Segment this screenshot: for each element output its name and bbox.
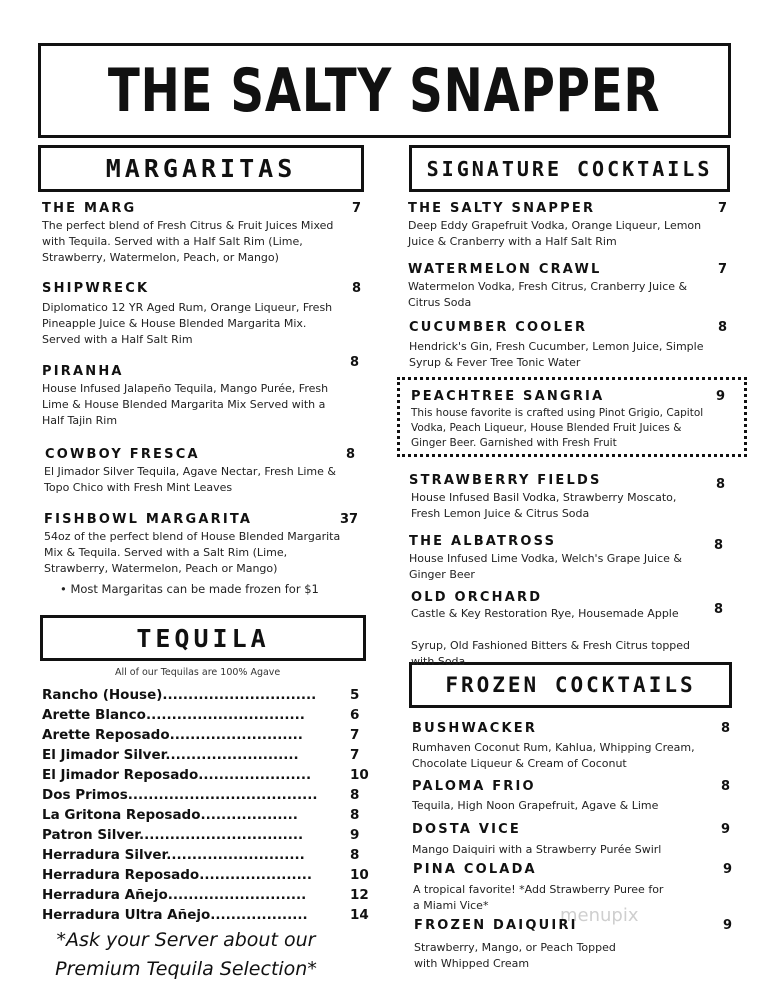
menu-item-description: House Infused Basil Vodka, Strawberry Moscato, Fresh Lemon Juice & Citrus Soda: [411, 491, 677, 520]
tequila-row: [42, 907, 372, 927]
menu-item-description: Hendrick's Gin, Fresh Cucumber, Lemon Juice, Simple Syrup & Fever Tree Tonic Water: [409, 340, 704, 369]
menu-item-price: 8: [721, 779, 731, 794]
tequila-name: El Jimador Reposado......................: [42, 767, 312, 783]
menu-item-name: COWBOY FRESCA: [45, 447, 200, 462]
tequila-name: Arette Reposado..........................: [42, 727, 303, 743]
menu-item-description: Watermelon Vodka, Fresh Citrus, Cranberry Juice & Citrus Soda: [408, 280, 688, 309]
tequila-price: 7: [350, 727, 360, 743]
menu-item-name: THE SALTY SNAPPER: [408, 201, 596, 216]
menu-item-price: 37: [340, 512, 359, 527]
margaritas-heading: MARGARITAS: [105, 154, 297, 183]
menu-item-description: Rumhaven Coconut Rum, Kahlua, Whipping Cream, Chocolate Liqueur & Cream of Coconut: [412, 741, 695, 770]
margaritas-header-box: [38, 145, 364, 192]
menu-item-name: DOSTA VICE: [412, 822, 521, 837]
menu-item-price: 9: [716, 389, 726, 404]
tequila-name: El Jimador Silver..........................: [42, 747, 299, 763]
signature-heading: SIGNATURE COCKTAILS: [426, 156, 713, 181]
menu-item-name: THE ALBATROSS: [409, 534, 557, 549]
menu-item-name: FISHBOWL MARGARITA: [44, 512, 253, 527]
menu-item-name: FROZEN DAIQUIRI: [414, 918, 578, 933]
title-box: [38, 43, 731, 138]
tequila-row: [42, 687, 372, 707]
menu-item-description: Syrup, Old Fashioned Bitters & Fresh Citrus topped with Soda: [411, 639, 691, 668]
tequila-name: Patron Silver................................: [42, 827, 304, 843]
tequila-price: 12: [350, 887, 369, 903]
tequila-row: [42, 747, 372, 767]
menu-item-name: PEACHTREE SANGRIA: [411, 389, 605, 404]
tequila-name: Herradura Añejo...........................: [42, 887, 307, 903]
menu-item-price: 7: [352, 201, 362, 216]
tequila-row: [42, 707, 372, 727]
menu-item-description: El Jimador Silver Tequila, Agave Nectar, Fresh Lime & Topo Chico with Fresh Mint Leaves: [44, 465, 336, 494]
tequila-row: [42, 867, 372, 887]
menu-item-description: Tequila, High Noon Grapefruit, Agave & Lime: [412, 799, 659, 812]
menu-item-price: 8: [716, 477, 726, 492]
menu-item-description: This house favorite is crafted using Pinot Grigio, Capitol Vodka, Peach Liqueur, House Blended Fruit Juices & Ginger Beer. Garnished with Fresh Fruit: [411, 407, 704, 449]
menu-item-description: 54oz of the perfect blend of House Blended Margarita Mix & Tequila. Served with a Salt Rim (Lime, Strawberry, Watermelon, Peach or Mango): [44, 530, 341, 575]
premium-note-line: *Ask your Server about our: [56, 929, 316, 951]
menu-item-description: Mango Daiquiri with a Strawberry Purée Swirl: [412, 843, 662, 856]
menu-item-description: A tropical favorite! *Add Strawberry Puree for a Miami Vice*: [413, 883, 664, 912]
tequila-row: [42, 887, 372, 907]
frozen-heading: FROZEN COCKTAILS: [445, 673, 696, 697]
menu-item-price: 8: [714, 602, 724, 617]
menu-item-price: 9: [721, 822, 731, 837]
menu-item-name: STRAWBERRY FIELDS: [409, 473, 602, 488]
menu-item-price: 8: [346, 447, 356, 462]
menu-item-price: 9: [723, 918, 733, 933]
menu-item-price: 8: [721, 721, 731, 736]
tequila-header-box: [40, 615, 366, 661]
premium-tequila-note: [30, 926, 342, 984]
tequila-row: [42, 767, 372, 787]
menu-item-description: House Infused Jalapeño Tequila, Mango Purée, Fresh Lime & House Blended Margarita Mix Served with a Half Tajin Rim: [42, 382, 329, 427]
menu-item-name: PIRANHA: [42, 364, 124, 379]
tequila-price: 6: [350, 707, 360, 723]
menu-item-name: PINA COLADA: [413, 862, 537, 877]
tequila-price: 10: [350, 767, 369, 783]
menu-item-price: 8: [350, 355, 360, 370]
menu-item-name: THE MARG: [42, 201, 137, 216]
tequila-row: [42, 787, 372, 807]
menu-item-price: 7: [718, 201, 728, 216]
tequila-heading: TEQUILA: [136, 623, 270, 653]
tequila-row: [42, 827, 372, 847]
menu-item-description: The perfect blend of Fresh Citrus & Fruit Juices Mixed with Tequila. Served with a Half Salt Rim (Lime, Strawberry, Watermelon, Peach, or Mango): [42, 219, 334, 264]
menu-item-name: BUSHWACKER: [412, 721, 538, 736]
menu-item-price: 7: [718, 262, 728, 277]
tequila-row: [42, 807, 372, 827]
tequila-row: [42, 847, 372, 867]
menu-item-name: CUCUMBER COOLER: [409, 320, 588, 335]
tequila-name: Herradura Reposado......................: [42, 867, 313, 883]
tequila-name: Herradura Silver...........................: [42, 847, 305, 863]
tequila-name: Arette Blanco...............................: [42, 707, 305, 723]
menu-item-name: OLD ORCHARD: [411, 590, 543, 605]
restaurant-title: THE SALTY SNAPPER: [108, 55, 661, 126]
tequila-name: La Gritona Reposado...................: [42, 807, 298, 823]
signature-header-box: [409, 145, 730, 192]
tequila-price: 10: [350, 867, 369, 883]
tequila-price: 7: [350, 747, 360, 763]
tequila-price: 8: [350, 787, 360, 803]
menu-item-price: 9: [723, 862, 733, 877]
watermark-logo: menupix: [560, 905, 639, 926]
tequila-price: 9: [350, 827, 360, 843]
menu-item-description: Deep Eddy Grapefruit Vodka, Orange Liqueur, Lemon Juice & Cranberry with a Half Salt Rim: [408, 219, 702, 248]
tequila-name: Rancho (House)..............................: [42, 687, 317, 703]
tequila-price: 8: [350, 847, 360, 863]
menu-item-price: 8: [714, 538, 724, 553]
menu-item-name: PALOMA FRIO: [412, 779, 536, 794]
menu-item-description: House Infused Lime Vodka, Welch's Grape Juice & Ginger Beer: [409, 552, 682, 581]
menu-item-price: 8: [718, 320, 728, 335]
menu-item-description: Strawberry, Mango, or Peach Topped with Whipped Cream: [414, 941, 616, 970]
tequila-price: 5: [350, 687, 360, 703]
tequila-name: Dos Primos.....................................: [42, 787, 318, 803]
tequila-row: [42, 727, 372, 747]
frozen-note: • Most Margaritas can be made frozen for $1: [60, 582, 319, 596]
tequila-price: 8: [350, 807, 360, 823]
menu-item-description: Diplomatico 12 YR Aged Rum, Orange Liqueur, Fresh Pineapple Juice & House Blended Margarita Mix. Served with a Half Salt Rim: [42, 301, 333, 346]
tequila-name: Herradura Ultra Añejo...................: [42, 907, 308, 923]
menu-item-price: 8: [352, 281, 362, 296]
tequila-price: 14: [350, 907, 369, 923]
menu-item-name: WATERMELON CRAWL: [408, 262, 602, 277]
premium-note-line: Premium Tequila Selection*: [55, 958, 317, 980]
menu-item-name: SHIPWRECK: [42, 281, 150, 296]
menu-item-description: Castle & Key Restoration Rye, Housemade Apple: [411, 607, 679, 620]
tequila-agave-note: All of our Tequilas are 100% Agave: [115, 667, 281, 678]
